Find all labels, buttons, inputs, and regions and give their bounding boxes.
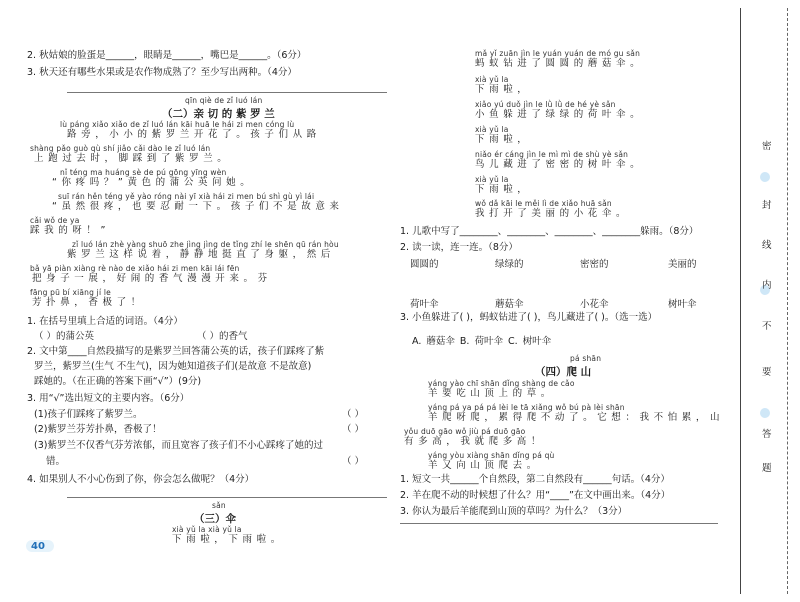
rain-line-5: 鸟儿藏进了密密的树叶伞。 xyxy=(475,159,645,170)
rain-line-2: 下雨啦， xyxy=(475,84,532,95)
seal-char-7: 答 xyxy=(762,429,772,440)
word-top-3[interactable]: 密密的 xyxy=(580,259,609,270)
climb-pinyin-4: yáng yòu xiàng shān dǐng pá qù xyxy=(428,451,555,460)
seal-line-left xyxy=(740,8,741,594)
seal-char-3: 线 xyxy=(762,240,772,251)
q-rain-3-options: A. 蘑菇伞 B. 荷叶伞 C. 树叶伞 xyxy=(412,336,552,347)
climb-line-1: 羊要吃山顶上的草。 xyxy=(428,388,555,399)
climb-pinyin-2: yáng pá ya pá pá lèi le tā xiǎng wǒ bú pà lèi shān xyxy=(428,403,625,412)
rhyme-pinyin-1: xià yǔ la xià yǔ la xyxy=(172,525,242,534)
passage-pinyin-7: bǎ yā piàn xiàng rè nào de xiǎo hái zi men kāi lái fēn xyxy=(30,264,240,273)
passage-line-7: 把身子一展，好闹的香气漫漫开来。芬 xyxy=(32,273,272,284)
seal-line-right xyxy=(787,8,788,594)
passage-pinyin-3: nǐ téng ma huáng sè de pú gōng yīng wèn xyxy=(60,168,227,177)
passage-line-5: 踩我的呀！” xyxy=(30,225,111,236)
answer-line[interactable] xyxy=(67,497,387,498)
q-rain-2: 2. 读一读，连一连。（8分） xyxy=(400,242,518,253)
rain-line-1: 蚂蚁钻进了圆圆的蘑菇伞。 xyxy=(475,58,645,69)
passage-pinyin-4: suī rán hěn téng yě yào róng nài yī xià hái zi men bú shì gù yì lái xyxy=(58,192,315,201)
rain-pinyin-4: xià yǔ la xyxy=(475,125,509,134)
section-4-title-pinyin: pá shān xyxy=(570,354,602,363)
word-top-4[interactable]: 美丽的 xyxy=(668,259,697,270)
climb-line-4: 羊又向山顶爬去。 xyxy=(428,460,541,471)
passage-pinyin-5: cǎi wǒ de ya xyxy=(30,216,80,225)
section-divider xyxy=(67,92,387,93)
question-2-line-2: 罗兰，紫罗兰(生气 不生气)，因为她知道孩子们(是故意 不是故意) xyxy=(34,361,312,372)
passage-line-3: “你疼吗？”黄色的蒲公英问她。 xyxy=(52,177,255,188)
rain-pinyin-3: xiǎo yú duǒ jìn le lǜ lǜ de hé yè sǎn xyxy=(475,100,616,109)
seal-char-5: 不 xyxy=(762,321,772,332)
rain-pinyin-6: xià yǔ la xyxy=(475,175,509,184)
seal-char-2: 封 xyxy=(762,200,772,211)
word-top-2[interactable]: 绿绿的 xyxy=(495,259,524,270)
question-2-autumn: 2. 秋姑娘的脸蛋是______，眼睛是______，嘴巴是______。（6分） xyxy=(27,50,307,61)
word-bottom-4[interactable]: 树叶伞 xyxy=(668,299,697,310)
section-2-title-pinyin: qīn qiè de zǐ luó lán xyxy=(185,96,263,105)
seal-char-1: 密 xyxy=(762,141,772,152)
question-3: 3. 用“√”选出短文的主要内容。（6分） xyxy=(27,393,190,404)
word-bottom-2[interactable]: 蘑菇伞 xyxy=(495,299,524,310)
rain-line-6: 下雨啦， xyxy=(475,184,532,195)
option-3-answer[interactable]: （ ） xyxy=(342,456,365,467)
section-2-title: （二）亲 切 的 紫 罗 兰 xyxy=(162,108,275,120)
question-4: 4. 如果别人不小心伤到了你，你会怎么做呢？（4分） xyxy=(27,474,255,485)
section-4-title: （四）爬 山 xyxy=(535,366,592,378)
word-bottom-3[interactable]: 小花伞 xyxy=(580,299,609,310)
rain-pinyin-2: xià yǔ la xyxy=(475,75,509,84)
option-3-line-2: 错。 xyxy=(46,456,66,467)
seal-char-4: 内 xyxy=(762,280,772,291)
seal-char-6: 要 xyxy=(762,367,772,378)
rain-line-4: 下雨啦， xyxy=(475,134,532,145)
question-1-blank-a[interactable]: （ ）的蒲公英 xyxy=(34,331,95,342)
passage-pinyin-1: lù páng xiǎo xiǎo de zǐ luó lán kāi huā le hái zi men cóng lù xyxy=(60,120,295,129)
word-top-1[interactable]: 圆圆的 xyxy=(410,259,439,270)
section-3-title: （三）伞 xyxy=(194,513,236,525)
option-1: (1)孩子们踩疼了紫罗兰。 xyxy=(34,409,143,420)
passage-line-1: 路旁，小小的紫罗兰开花了。孩子们从路 xyxy=(67,129,321,140)
passage-line-2: 上跑过去时，脚踩到了紫罗兰。 xyxy=(34,153,232,164)
page-number: 40 xyxy=(31,541,45,552)
seal-dot xyxy=(760,172,770,182)
option-2: (2)紫罗兰芬芳扑鼻，香极了！ xyxy=(34,424,162,435)
rain-line-7: 我打开了美丽的小花伞。 xyxy=(475,208,631,219)
climb-pinyin-1: yáng yào chī shān dǐng shàng de cǎo xyxy=(428,379,575,388)
passage-line-4: “虽然很疼，也要忍耐一下。孩子们不是故意来 xyxy=(52,201,344,212)
rain-pinyin-1: mǎ yǐ zuān jìn le yuán yuán de mó gu sǎn xyxy=(475,49,641,58)
q-rain-1: 1. 儿歌中写了________、________、________、________躲雨。（8分） xyxy=(400,226,699,237)
q-climb-1: 1. 短文一共______个自然段，第二自然段有______句话。（4分） xyxy=(400,474,670,485)
seal-char-8: 题 xyxy=(762,463,772,474)
seal-dot xyxy=(760,408,770,418)
passage-pinyin-2: shàng pǎo guò qù shí jiǎo cǎi dào le zǐ luó lán xyxy=(30,144,211,153)
question-2-line-1: 2. 文中第____自然段描写的是紫罗兰回答蒲公英的话，孩子们踩疼了紫 xyxy=(27,346,325,357)
passage-pinyin-6: zǐ luó lán zhè yàng shuō zhe jìng jìng de tǐng zhí le shēn qū rán hòu xyxy=(72,240,339,249)
rain-line-3: 小鱼躲进了绿绿的荷叶伞。 xyxy=(475,109,645,120)
rhyme-line-1: 下雨啦，下雨啦。 xyxy=(172,534,285,545)
climb-answer-line[interactable] xyxy=(400,523,718,524)
option-3-line-1: (3)紫罗兰不仅香气芬芳浓郁，而且宽容了孩子们不小心踩疼了她的过 xyxy=(34,440,323,451)
question-2-line-3: 踩她的。（在正确的答案下画“√”）(9分) xyxy=(34,376,202,387)
word-bottom-1[interactable]: 荷叶伞 xyxy=(410,299,439,310)
section-3-title-pinyin: sǎn xyxy=(212,501,226,510)
question-1-blank-b[interactable]: （ ）的香气 xyxy=(197,331,248,342)
q-climb-3: 3. 你认为最后羊能爬到山顶的草吗？为什么？（3分） xyxy=(400,506,628,517)
passage-pinyin-8: fāng pū bí xiāng jí le xyxy=(30,288,111,297)
rain-pinyin-5: niǎo ér cáng jìn le mì mì de shù yè sǎn xyxy=(475,150,629,159)
climb-line-2: 羊爬呀爬，累得爬不动了。它想：我不怕累，山 xyxy=(428,412,725,423)
q-rain-3: 3. 小鱼躲进了( )，蚂蚁钻进了( )，鸟儿藏进了( )。（选一选） xyxy=(400,312,658,323)
question-1: 1. 在括号里填上合适的词语。（4分） xyxy=(27,316,183,327)
q-climb-2: 2. 羊在爬不动的时候想了什么？用“____”在文中画出来。（4分） xyxy=(400,490,671,501)
passage-line-6: 紫罗兰这样说着，静静地挺直了身躯，然后 xyxy=(67,249,335,260)
climb-line-3: 有多高，我就爬多高！ xyxy=(404,436,546,447)
passage-line-8: 芳扑鼻，香极了！ xyxy=(32,297,145,308)
option-1-answer[interactable]: （ ） xyxy=(342,409,365,420)
climb-pinyin-3: yǒu duō gāo wǒ jiù pá duō gāo xyxy=(404,427,526,436)
option-2-answer[interactable]: （ ） xyxy=(342,424,365,435)
rain-pinyin-7: wǒ dǎ kāi le měi lì de xiǎo huā sǎn xyxy=(475,199,612,208)
question-3-autumn: 3. 秋天还有哪些水果或是农作物成熟了？至少写出两种。（4分） xyxy=(27,67,297,78)
